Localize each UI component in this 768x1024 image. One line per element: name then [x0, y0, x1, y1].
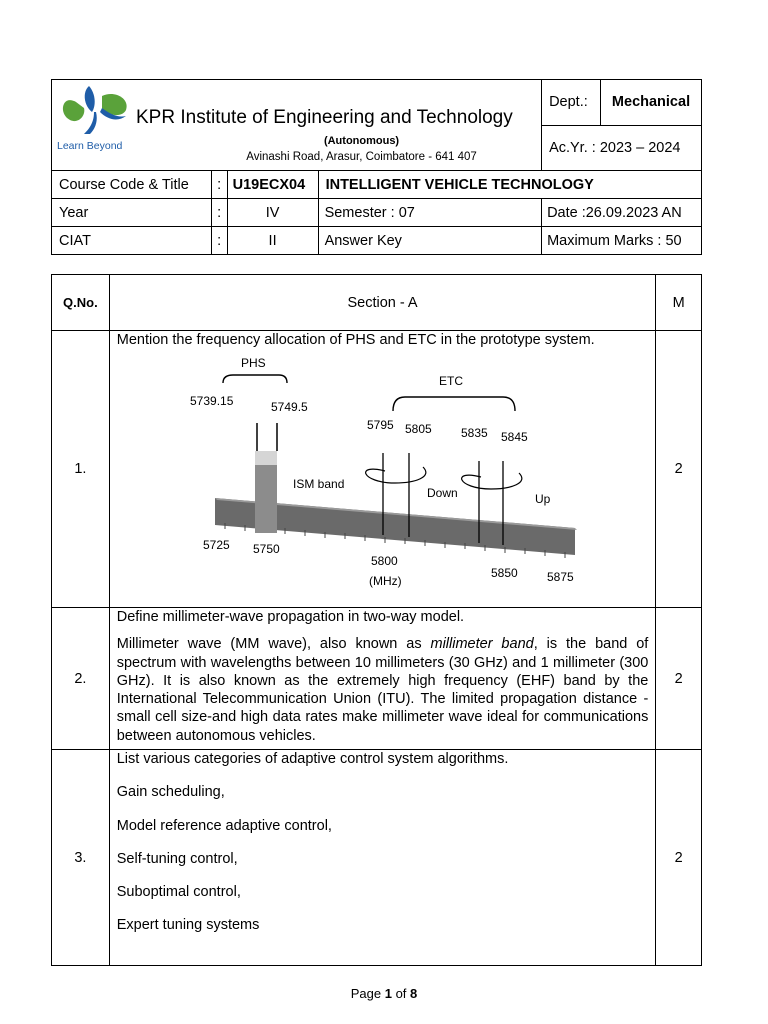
question-text: Mention the frequency allocation of PHS and ETC in the prototype system. [116, 332, 595, 348]
current-page: 1 [384, 986, 392, 1001]
question-marks: 2 [656, 750, 702, 966]
question-number: 2. [52, 608, 110, 750]
axis-freq-5800: 5800 [370, 554, 398, 569]
list-item: Expert tuning systems [116, 917, 260, 934]
ciat-label: CIAT [52, 227, 212, 255]
colon: : [211, 199, 227, 227]
page-footer: Page 1 of 8 [350, 986, 418, 1001]
down-label: Down [426, 486, 458, 501]
course-title: INTELLIGENT VEHICLE TECHNOLOGY [318, 171, 701, 199]
question-row [52, 608, 702, 750]
axis-freq-5875: 5875 [546, 570, 574, 585]
question-number: 3. [52, 750, 110, 966]
question-cell [109, 750, 656, 966]
semester: Semester : 07 [318, 199, 542, 227]
ism-band-label: ISM band [292, 477, 345, 492]
phs-freq-2: 5749.5 [270, 400, 308, 415]
phs-label: PHS [240, 356, 266, 371]
course-label: Course Code & Title [52, 171, 212, 199]
dept-label: Dept.: [542, 80, 601, 126]
section-title: Section - A [109, 275, 656, 331]
institute-tagline: Learn Beyond [57, 140, 123, 152]
axis-freq-5750: 5750 [252, 542, 280, 557]
marks-header: M [656, 275, 702, 331]
total-pages: 8 [410, 986, 418, 1001]
unit-label: (MHz) [368, 574, 402, 589]
list-item: Model reference adaptive control, [116, 817, 332, 834]
question-row [52, 331, 702, 608]
frequency-allocation-figure [189, 353, 615, 593]
section-a-table [51, 274, 702, 966]
ciat-value: II [227, 227, 318, 255]
institute-address: Avinashi Road, Arasur, Coimbatore - 641 407 [246, 151, 477, 163]
etc-freq-2: 5805 [404, 422, 432, 437]
autonomous-label: (Autonomous) [323, 135, 400, 147]
list-item: Self-tuning control, [116, 850, 238, 867]
answer-text: Millimeter wave (MM wave), also known as millimeter band, is the band of spectrum with wavelengths between 10 millimeters (30 GHz) and 1 millimeter (300 GHz). It is also known as the extremely high frequency (EHF) band by the International Telecommunication Union (ITU). The limited propagation distance -small cell size-and high data rates make millimeter wave ideal for communications between autonomous vehicles. [116, 636, 649, 744]
qno-header: Q.No. [52, 275, 110, 331]
answer-key-label: Answer Key [318, 227, 542, 255]
etc-freq-1: 5795 [366, 418, 394, 433]
colon: : [211, 171, 227, 199]
kpr-logo [56, 82, 132, 134]
colon: : [211, 227, 227, 255]
header-table [51, 79, 702, 255]
axis-freq-5850: 5850 [490, 566, 518, 581]
question-marks: 2 [656, 331, 702, 608]
course-code: U19ECX04 [227, 171, 318, 199]
academic-year: Ac.Yr. : 2023 – 2024 [542, 125, 702, 171]
year-label: Year [52, 199, 212, 227]
question-text: Define millimeter-wave propagation in two-way model. [116, 609, 465, 625]
question-row [52, 750, 702, 966]
exam-date: Date :26.09.2023 AN [542, 199, 702, 227]
etc-freq-3: 5835 [460, 426, 488, 441]
maximum-marks: Maximum Marks : 50 [542, 227, 702, 255]
institute-name: KPR Institute of Engineering and Technology [136, 107, 513, 128]
question-cell [109, 608, 656, 750]
etc-freq-4: 5845 [500, 430, 528, 445]
question-text: List various categories of adaptive control system algorithms. [116, 751, 509, 767]
up-label: Up [534, 492, 551, 507]
list-item: Gain scheduling, [116, 784, 225, 801]
question-cell [109, 331, 656, 608]
question-number: 1. [52, 331, 110, 608]
year-value: IV [227, 199, 318, 227]
institute-cell [52, 80, 542, 171]
list-item: Suboptimal control, [116, 884, 241, 901]
axis-freq-5725: 5725 [202, 538, 230, 553]
phs-freq-1: 5739.15 [189, 394, 234, 409]
dept-value: Mechanical [601, 80, 702, 126]
etc-label: ETC [438, 374, 463, 389]
question-marks: 2 [656, 608, 702, 750]
